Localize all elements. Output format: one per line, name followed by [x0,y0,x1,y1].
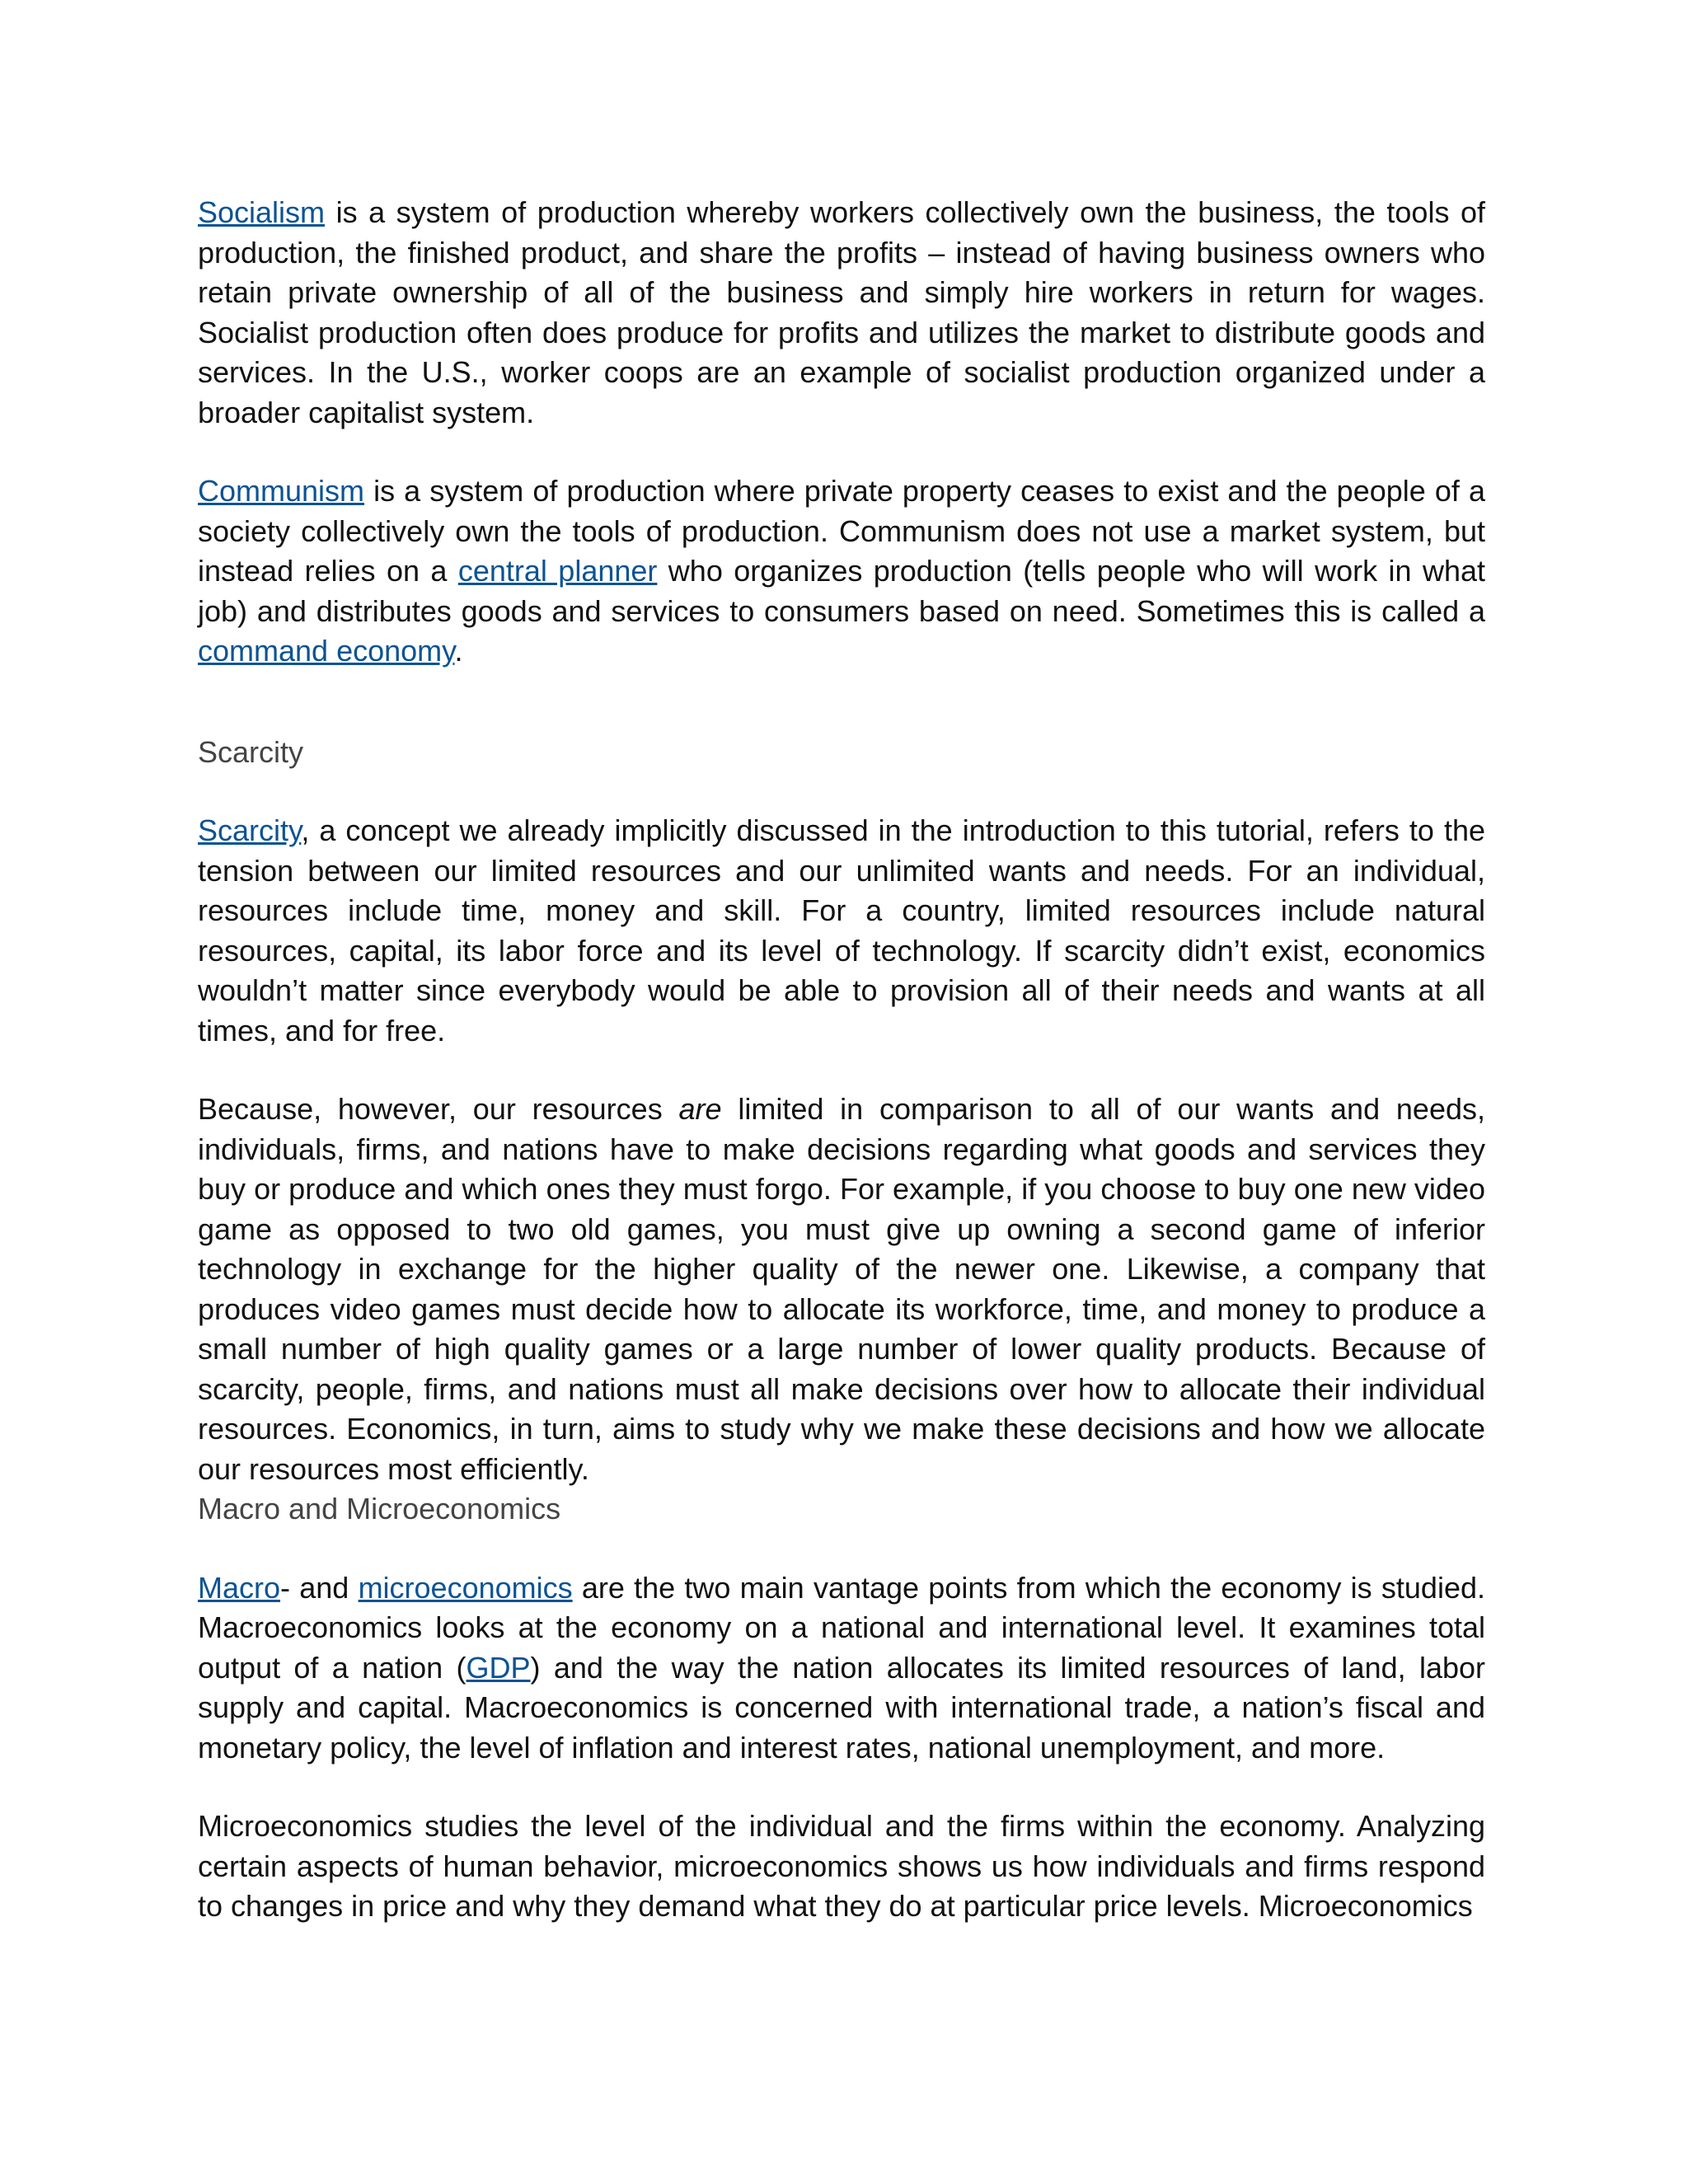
paragraph-communism [198,471,1485,672]
paragraph-scarcity [198,811,1485,1051]
link-gdp[interactable]: GDP [466,1650,531,1685]
paragraph-text: limited in comparison to all of our wants and needs, individuals, firms, and nations have to make decisions regarding what goods and services they buy or produce and which ones they must forgo. For example, if you choose to buy one new video game as opposed to two old games, you must give up owning a second game of inferior technology in exchange for the higher quality of the newer one. Likewise, a company that produces video games must decide how to allocate its workforce, time, and money to produce a small number of high quality games or a large number of lower quality products. Because of scarcity, people, firms, and nations must all make decisions over how to allocate their individual resources. Economics, in turn, aims to study why we make these decisions and how we allocate our resources most efficiently. [198,1092,1485,1486]
paragraph-text: . [454,634,463,668]
paragraph-text: who organizes production (tells people who will work in what job) and distributes goods and services to consumers based on need. Sometimes this is called a [198,554,1485,628]
paragraph-socialism [198,193,1485,433]
paragraph-text: Because, however, our resources [198,1092,679,1126]
link-central-planner[interactable]: central planner [457,554,658,588]
paragraph-text: is a system of production where private property ceases to exist and the people of a society collectively own the tools of production. Communism does not use a market system, but instead relies on a [198,474,1485,588]
paragraph-text: are the two main vantage points from which the economy is studied. Macroeconomics looks at the economy on a national and international level. It examines total output of a nation ( [198,1570,1485,1685]
paragraph-micro [198,1807,1485,1927]
document-page [198,193,1485,1927]
paragraph-text: - and [280,1570,359,1605]
paragraph-text: , a concept we already implicitly discussed in the introduction to this tutorial, refers to the tension between our limited resources and our unlimited wants and needs. For an individual, resources include time, money and skill. For a country, limited resources include natural resources, capital, its labor force and its level of technology. If scarcity didn’t exist, economics wouldn’t matter since everybody would be able to provision all of their needs and wants at all times, and for free. [198,813,1485,1047]
paragraph-text: is a system of production whereby workers collectively own the business, the tools of production, the finished product, and share the profits – instead of having business owners who retain private ownership of all of the business and simply hire workers in return for wages. Socialist production often does produce for profits and utilizes the market to distribute goods and services. In the U.S., worker coops are an example of socialist production organized under a broader capitalist system. [198,195,1485,429]
emphasis-are: are [678,1092,722,1126]
link-communism[interactable]: Communism [198,474,365,508]
link-microeconomics[interactable]: microeconomics [358,1570,573,1605]
link-socialism[interactable]: Socialism [198,195,326,229]
link-scarcity[interactable]: Scarcity [198,813,302,847]
paragraph-macro [198,1568,1485,1769]
link-command-economy[interactable]: command economy [198,634,455,668]
heading-scarcity: Scarcity [198,734,304,769]
paragraph-text: Microeconomics studies the level of the individual and the firms within the economy. Analyzing certain aspects of human behavior, microeconomics shows us how individuals and firms respond to changes in price and why they demand what they do at particular price levels. Microeconomics [198,1809,1485,1923]
heading-macro-micro: Macro and Microeconomics [198,1492,561,1526]
paragraph-because [198,1090,1485,1489]
paragraph-text: ) and the way the nation allocates its limited resources of land, labor supply and capital. Macroeconomics is concerned with international trade, a nation’s fiscal and monetary policy, the level of inflation and interest rates, national unemployment, and more. [198,1650,1485,1765]
link-macro[interactable]: Macro [198,1570,281,1605]
